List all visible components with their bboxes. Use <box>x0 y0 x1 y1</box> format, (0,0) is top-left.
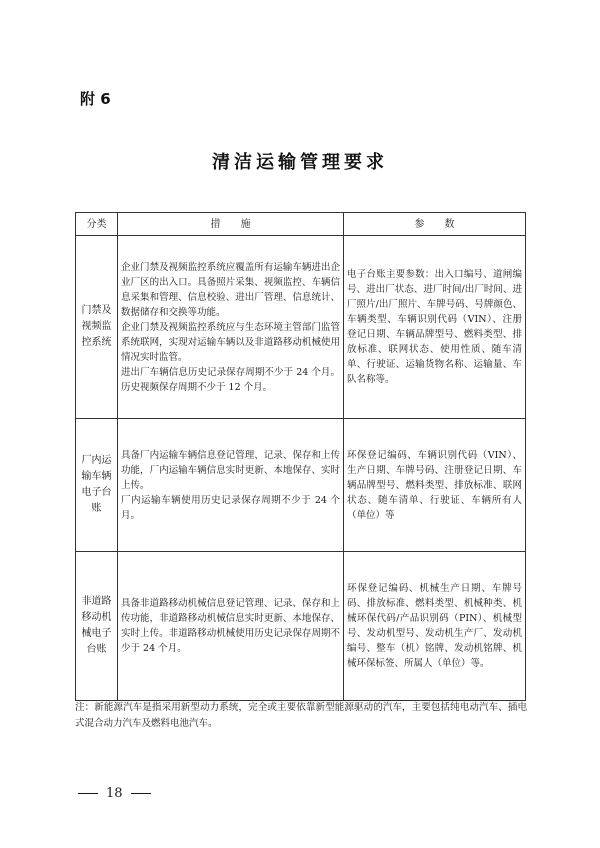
parameters-cell: 电子台账主要参数：出入口编号、道闸编号、进出厂状态、进厂时间/出厂时间、进厂照片/出厂照片、车牌号码、号牌颜色、车辆类型、车辆识别代码（VIN）、注册登记日期、车辆品牌型号、燃料类型、排放标准、联网状态、使用性质、随车清单、行驶证、运输货物名称、运输量、车队名称等。 <box>344 236 526 419</box>
table-row <box>76 419 526 552</box>
measure-paragraph: 具备厂内运输车辆信息登记管理、记录、保存和上传功能，厂内运输车辆信息实时更新、本地保存、实时上传。 <box>121 449 340 491</box>
parameters-cell: 环保登记编码、车辆识别代码（VIN）、生产日期、车牌号码、注册登记日期、车辆品牌型号、燃料类型、排放标准、联网状态、随车清单、行驶证、车辆所有人（单位）等 <box>344 419 526 552</box>
measures-cell <box>118 236 344 419</box>
table-header-row <box>76 213 526 236</box>
measures-cell <box>118 552 344 701</box>
attachment-label: 附 6 <box>80 90 111 108</box>
measure-paragraph: 进出厂车辆信息历史记录保存周期不少于 24 个月。历史视频保存周期不少于 12 个月。 <box>121 366 340 393</box>
page-title: 清洁运输管理要求 <box>212 152 388 173</box>
page-number-dash-left <box>78 793 98 794</box>
measures-cell <box>118 419 344 552</box>
column-header-category: 分类 <box>76 213 118 236</box>
measure-paragraph: 具备非道路移动机械信息登记管理、记录、保存和上传功能，非道路移动机械信息实时更新、本地保存、实时上传。非道路移动机械使用历史记录保存周期不少于 24 个月。 <box>121 598 340 654</box>
page-number-footer <box>78 786 151 801</box>
table-row <box>76 236 526 419</box>
column-header-measures: 措 施 <box>118 213 344 236</box>
page-number-dash-right <box>131 793 151 794</box>
requirements-table <box>75 212 526 701</box>
category-cell: 非道路移动机械电子台账 <box>76 552 118 701</box>
footnote: 注：新能源汽车是指采用新型动力系统，完全或主要依靠新型能源驱动的汽车，主要包括纯电动汽车、插电式混合动力汽车及燃料电池汽车。 <box>75 702 527 729</box>
measure-paragraph: 企业门禁及视频监控系统应与生态环境主管部门监管系统联网，实现对运输车辆以及非道路移动机械使用情况实时监管。 <box>121 321 340 363</box>
category-cell: 厂内运输车辆电子台账 <box>76 419 118 552</box>
category-cell: 门禁及视频监控系统 <box>76 236 118 419</box>
column-header-parameters: 参 数 <box>344 213 526 236</box>
measure-paragraph: 厂内运输车辆使用历史记录保存周期不少于 24 个月。 <box>121 494 340 521</box>
table-row <box>76 552 526 701</box>
page-number: 18 <box>106 786 123 801</box>
parameters-cell: 环保登记编码、机械生产日期、车牌号码、排放标准、燃料类型、机械种类、机械环保代码/产品识别码（PIN）、机械型号、发动机型号、发动机生产厂、发动机编号、整车（机）铭牌、发动机铭牌、机械环保标签、所属人（单位）等。 <box>344 552 526 701</box>
measure-paragraph: 企业门禁及视频监控系统应覆盖所有运输车辆进出企业厂区的出入口。具备照片采集、视频监控、车辆信息采集和管理、信息校验、进出厂管理、信息统计、数据储存和交换等功能。 <box>121 261 340 318</box>
